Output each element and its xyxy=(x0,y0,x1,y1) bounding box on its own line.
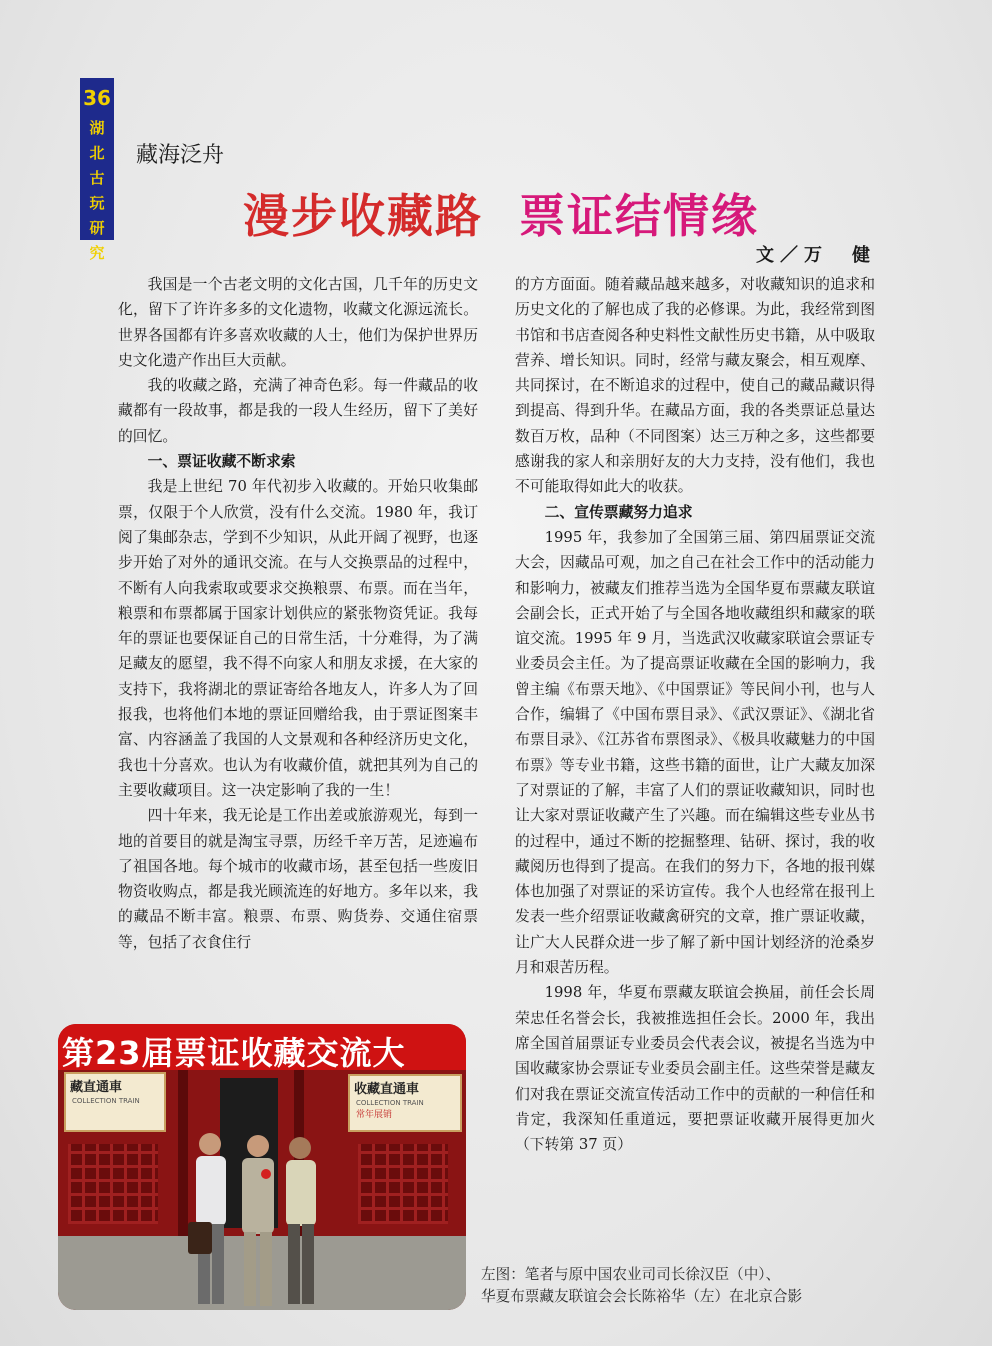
right-column xyxy=(515,272,875,1157)
caption-line: 华夏布票藏友联谊会会长陈裕华（左）在北京合影 xyxy=(481,1288,803,1305)
paragraph: 我的收藏之路，充满了神奇色彩。每一件藏品的收藏都有一段故事，都是我的一段人生经历，留下了美好的回忆。 xyxy=(118,377,478,445)
caption-line: 左图：笔者与原中国农业司司长徐汉臣（中）、 xyxy=(481,1266,781,1283)
event-photo xyxy=(58,1024,466,1310)
banner-text: 第23届票证收藏交流大 xyxy=(62,1034,406,1072)
sign-right-label: 收藏直通車 xyxy=(354,1082,420,1097)
sign-right-sub: COLLECTION TRAIN xyxy=(356,1099,424,1107)
pillar xyxy=(178,1070,188,1236)
author-byline: 文／万 健 xyxy=(756,245,876,266)
photo-caption xyxy=(481,1264,802,1308)
side-tab xyxy=(80,78,114,262)
paragraph: 四十年来，我无论是工作出差或旅游观光，每到一地的首要目的就是淘宝寻票，历经千辛万苦，足迹遍布了祖国各地。每个城市的收藏市场，甚至包括一些废旧物资收购点，都是我光顾流连的好地方。多年以来，我的藏品不断丰富。粮票、布票、购货券、交通住宿票等，包括了衣食住行 xyxy=(118,807,478,951)
title-part-2: 票证结情缘 xyxy=(519,189,759,243)
sign-right-label-2: 常年展销 xyxy=(356,1110,393,1120)
section-heading: 二、宣传票藏努力追求 xyxy=(544,503,693,521)
sign-left xyxy=(64,1072,166,1132)
column-name: 藏海泛舟 xyxy=(136,143,225,168)
paragraph: 1995 年，我参加了全国第三届、第四届票证交流大会，因藏品可观，加之自己在社会工作中的活动能力和影响力，被藏友们推荐当选为全国华夏布票藏友联谊会副会长，正式开始了与全国各地收藏组织和藏家的联谊交流。1995 年 9 月，当选武汉收藏家联谊会票证专业委员会主任。为了提高票证收藏在全国的影响力，我曾主编《布票天地》、《中国票证》等民间小刊，也与人合作，编辑了《中国布票目录》、《武汉票证》、《湖北省布票目录》、《江苏省布票图录》、《极具收藏魅力的中国布票》等专业书籍，这些书籍的面世，让广大藏友加深了对票证的了解，丰富了人们的票证收藏知识，同时也让大家对票证收藏产生了兴趣。而在编辑这些专业丛书的过程中，通过不断的挖掘整理、钻研、探讨，我的收藏阅历也得到了提高。在我们的努力下，各地的报刊媒体也加强了对票证的采访宣传。我个人也经常在报刊上发表一些介绍票证收藏禽研究的文章，推广票证收藏，让广大人民群众进一步了解了新中国计划经济的沧桑岁月和艰苦历程。 xyxy=(515,528,875,977)
sign-left-sub: COLLECTION TRAIN xyxy=(72,1097,140,1105)
section-heading: 一、票证收藏不断求索 xyxy=(147,453,296,471)
left-column xyxy=(118,272,478,955)
paragraph: 1998 年，华夏布票藏友联谊会换届，前任会长周荣忠任名誉会长，我被推选担任会长。2000 年，我出席全国首届票证专业委员会代表会议，被提名当选为中国收藏家协会票证专业委员会副主任。这些荣誉是藏友们对我在票证交流宣传活动工作中的贡献的一种信任和肯定，我深知任重道远，要把票证收藏开展得更加火（下转第 37 页） xyxy=(515,984,875,1154)
sign-left-label: 藏直通車 xyxy=(70,1080,123,1095)
event-banner xyxy=(58,1024,466,1070)
lattice-window xyxy=(68,1144,158,1224)
paragraph: 的方方面面。随着藏品越来越多，对收藏知识的追求和历史文化的了解也成了我的必修课。为此，我经常到图书馆和书店查阅各种史料性文献性历史书籍，从中吸取营养、增长知识。同时，经常与藏友聚会，相互观摩、共同探讨，在不断追求的过程中，使自己的藏品藏识得到提高、得到升华。在藏品方面，我的各类票证总量达数百万枚，品种（不同图案）达三万种之多，这些都要感谢我的家人和亲朋好友的大力支持，没有他们，我也不可能取得如此大的收获。 xyxy=(515,276,875,496)
article-title xyxy=(243,180,759,246)
lattice-window xyxy=(358,1144,448,1224)
title-part-1: 漫步收藏路 xyxy=(243,189,483,243)
people-figures xyxy=(188,1124,318,1310)
magazine-name: 湖北古玩研究 xyxy=(89,119,105,262)
paragraph: 我国是一个古老文明的文化古国，几千年的历史文化，留下了许许多多的文化遗物，收藏文化源远流长。世界各国都有许多喜欢收藏的人士，他们为保护世界历史文化遗产作出巨大贡献。 xyxy=(118,276,478,369)
sign-right xyxy=(348,1074,462,1132)
paragraph: 我是上世纪 70 年代初步入收藏的。开始只收集邮票，仅限于个人欣赏，没有什么交流。1980 年，我订阅了集邮杂志，学到不少知识，从此开阔了视野，也逐步开始了对外的通讯交流。在与人交换票品的过程中，不断有人向我索取或要求交换粮票、布票。而在当年，粮票和布票都属于国家计划供应的紧张物资凭证。我每年的票证也要保证自己的日常生活，十分难得，为了满足藏友的愿望，我不得不向家人和朋友求援，在大家的支持下，我将湖北的票证寄给各地友人，许多人为了回报我，也将他们本地的票证回赠给我，由于票证图案丰富、内容涵盖了我国的人文景观和各种经济历史文化，我也十分喜欢。也认为有收藏价值，就把其列为自己的主要收藏项目。这一决定影响了我的一生！ xyxy=(118,478,478,799)
page-number: 36 xyxy=(83,86,111,110)
